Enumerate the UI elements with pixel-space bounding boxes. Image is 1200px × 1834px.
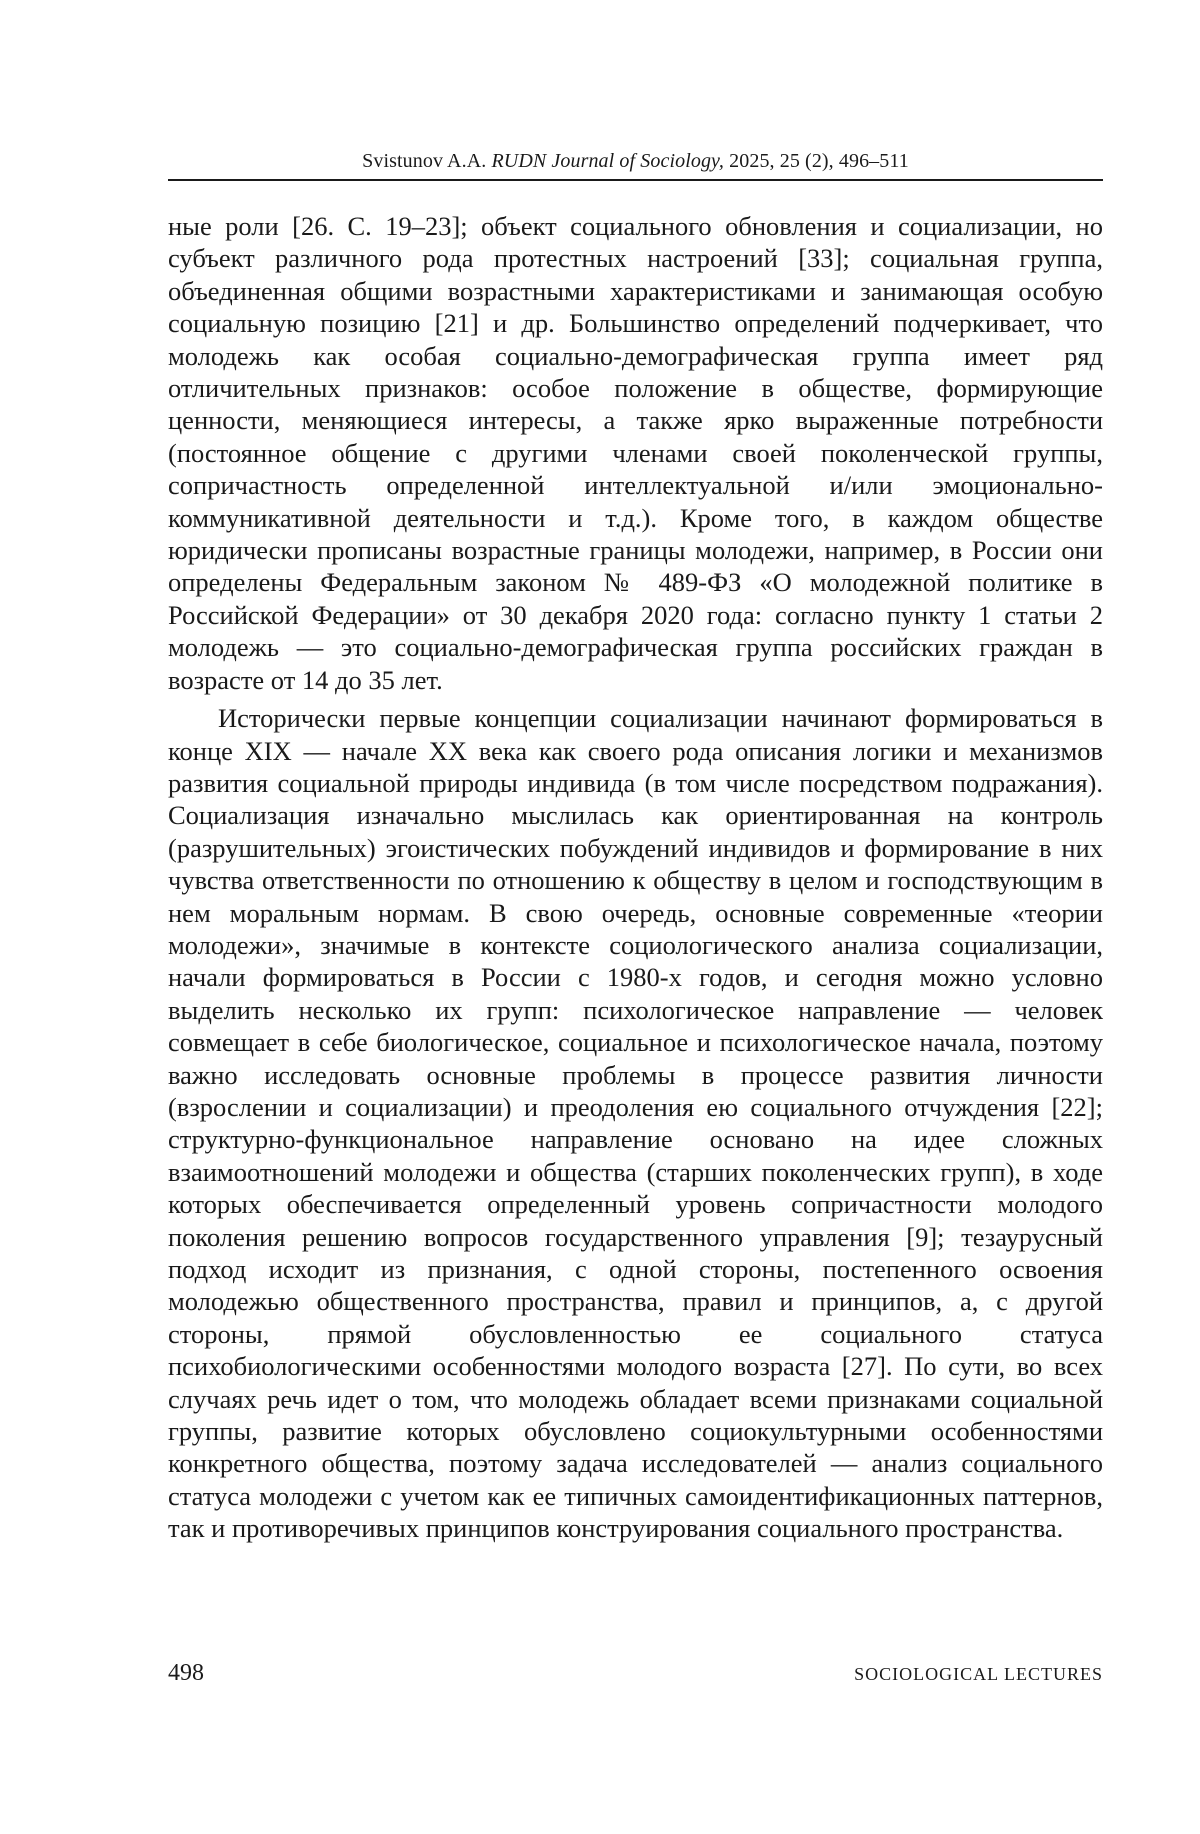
paragraph-continued: ные роли [26. С. 19–23]; объект социального обновления и социализации, но субъект различного рода протестных настроений [33]; социальная груп­па, объединенная общими возрастными характеристиками и занимающая особую социальную позицию [21] и др. Большинство определений подчер­кивает, что молодежь как особая социально-демографическая группа имеет ряд отличительных признаков: особое положение в обществе, формирую­щие ценности, меняющиеся интересы, а также ярко выраженные потребно­сти (постоянное общение с другими членами своей поколенческой группы, сопричастность определенной интеллектуальной и/или эмоционально-коммуникативной деятельности и т.д.). Кроме того, в каждом обществе юридически прописаны возрастные границы молодежи, например, в России они определены Федеральным законом № 489-ФЗ «О молодежной полити­ке в Российской Федерации» от 30 декабря 2020 года: согласно пункту 1 статьи 2 молодежь — это социально-демографическая группа российских граждан в возрасте от 14 до 35 лет. xyxy=(168,210,1103,696)
running-header xyxy=(168,150,1103,173)
section-name: SOCIOLOGICAL LECTURES xyxy=(854,1664,1103,1685)
page-footer xyxy=(168,1660,1103,1690)
journal-page xyxy=(168,0,1103,1834)
article-body xyxy=(168,210,1103,1545)
header-rule xyxy=(168,179,1103,181)
header-author: Svistunov A.A. xyxy=(362,150,486,172)
paragraph-socialization-theories: Исторически первые концепции социализации начинают формиро­ваться в конце XIX — начале XX века как своего рода описания логики и механизмов развития социальной природы индивида (в том числе по­средством подражания). Социализация изначально мыслилась как ориен­тированная на контроль (разрушительных) эгоистических побуждений индивидов и формирование в них чувства ответственности по отношению к обществу в целом и господствующим в нем моральным нормам. В свою очередь, основные современные «теории молодежи», значимые в контексте социологического анализа социализации, начали формироваться в России с 1980-х годов, и сегодня можно условно выделить несколько их групп: пси­хологическое направление — человек совмещает в себе биологическое, со­циальное и психологическое начала, поэтому важно исследовать основные проблемы в процессе развития личности (взрослении и социализации) и пре­одоления ею социального отчуждения [22]; структурно-функциональное направление основано на идее сложных взаимоотношений молодежи и об­щества (старших поколенческих групп), в ходе которых обеспечивает­ся определенный уровень сопричастности молодого поколения решению вопросов государственного управления [9]; тезаурусный подход исходит из признания, с одной стороны, постепенного освоения молодежью обще­ственного пространства, правил и принципов, а, с другой стороны, прямой обусловленностью ее социального статуса психобиологическими особенно­стями молодого возраста [27]. По сути, во всех случаях речь идет о том, что молодежь обладает всеми признаками социальной группы, развитие которых обусловлено социокультурными особенностями конкретного об­щества, поэтому задача исследователей — анализ социального статуса мо­лодежи с учетом как ее типичных самоидентификационных паттернов, так и противоречивых принципов конструирования социального пространства. xyxy=(168,702,1103,1545)
header-citation: 2025, 25 (2), 496–511 xyxy=(729,150,909,172)
page-number: 498 xyxy=(168,1660,204,1687)
header-journal: RUDN Journal of Sociology, xyxy=(491,150,724,172)
